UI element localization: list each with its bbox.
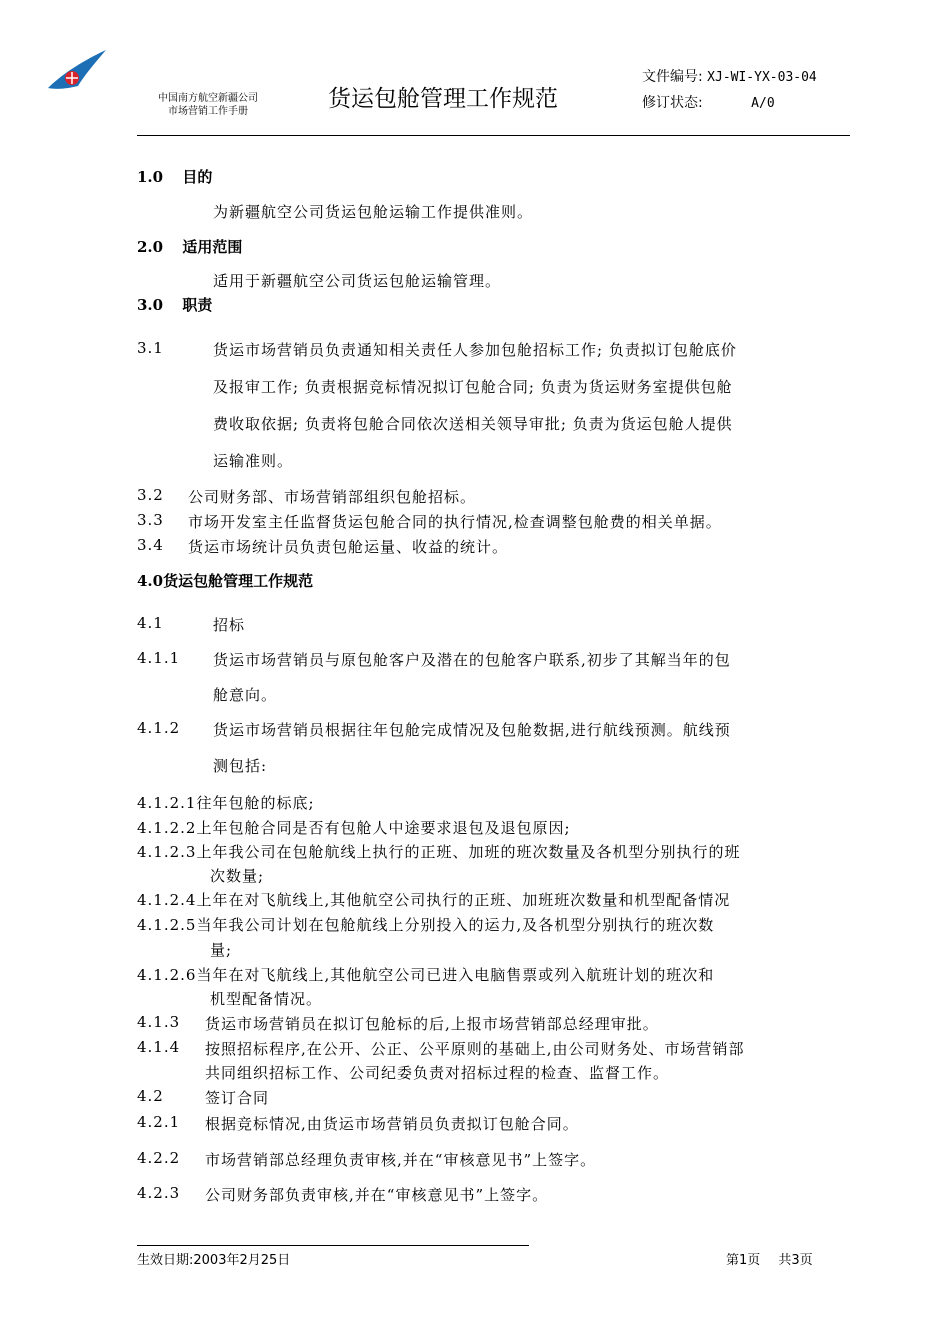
- manual-name: 市场营销工作手册: [168, 106, 248, 117]
- footer-divider: [137, 1245, 529, 1246]
- company-name-block: [138, 92, 278, 118]
- item-3-4-number: 3.4: [137, 536, 164, 554]
- item-4-1-2-2: [137, 817, 571, 838]
- item-3-2-text: 公司财务部、市场营销部组织包舱招标。: [188, 488, 477, 506]
- page-number: 第1页: [726, 1253, 761, 1268]
- item-4-1-4-line-1: 按照招标程序,在公开、公正、公平原则的基础上,由公司财务处、市场营销部: [205, 1040, 745, 1058]
- item-3-1-line-2: 及报审工作; 负责根据竞标情况拟订包舱合同; 负责为货运财务室提供包舱: [213, 378, 733, 396]
- item-4-1-2-2-text: 上年包舱合同是否有包舱人中途要求退包及退包原因;: [196, 819, 571, 837]
- item-4-1-4-line-2: 共同组织招标工作、公司纪委负责对招标过程的检查、监督工作。: [205, 1064, 670, 1082]
- item-4-2-number: 4.2: [137, 1087, 164, 1105]
- section-1-text: 为新疆航空公司货运包舱运输工作提供准则。: [213, 203, 534, 221]
- item-4-1-2-5-line-2: 量;: [210, 941, 233, 959]
- item-3-1-line-3: 费收取依据; 负责将包舱合同依次送相关领导审批; 负责为货运包舱人提供: [213, 415, 733, 433]
- revision-row: [642, 92, 775, 112]
- section-3-title: 职责: [182, 296, 213, 314]
- company-name: 中国南方航空新疆公司: [158, 93, 258, 104]
- item-4-2-3-number: 4.2.3: [137, 1184, 181, 1202]
- section-2-title: 适用范围: [182, 238, 243, 256]
- item-4-1-2-6-line-1: 当年在对飞航线上,其他航空公司已进入电脑售票或列入航班计划的班次和: [196, 966, 715, 984]
- section-1-title: 目的: [182, 168, 213, 186]
- item-4-1-2-line-1: 货运市场营销员根据往年包舱完成情况及包舱数据,进行航线预测。航线预: [213, 721, 731, 739]
- item-4-1-2-1-number: 4.1.2.1: [137, 794, 197, 812]
- item-4-2-3-text: 公司财务部负责审核,并在“审核意见书”上签字。: [205, 1186, 549, 1204]
- item-4-1-2-3-line-1: 上年我公司在包舱航线上执行的正班、加班的班次数量及各机型分别执行的班: [196, 843, 741, 861]
- document-title: 货运包舱管理工作规范: [328, 86, 558, 112]
- item-4-1-2-6: [137, 964, 714, 985]
- item-4-1-2-1-text: 往年包舱的标底;: [196, 794, 315, 812]
- item-4-2-1-text: 根据竞标情况,由货运市场营销员负责拟订包舱合同。: [205, 1115, 579, 1133]
- item-3-3-number: 3.3: [137, 511, 164, 529]
- item-4-1-1-number: 4.1.1: [137, 649, 181, 667]
- item-4-1-2-6-number: 4.1.2.6: [137, 966, 197, 984]
- section-2-number: 2.0: [137, 238, 164, 256]
- item-4-2-text: 签订合同: [205, 1089, 270, 1107]
- item-4-1-3-text: 货运市场营销员在拟订包舱标的后,上报市场营销部总经理审批。: [205, 1015, 659, 1033]
- page-total: 共3页: [778, 1253, 813, 1268]
- item-3-3-text: 市场开发室主任监督货运包舱合同的执行情况,检查调整包舱费的相关单据。: [188, 513, 722, 531]
- item-4-1-2-3-number: 4.1.2.3: [137, 843, 197, 861]
- doc-number-label: 文件编号:: [642, 69, 703, 85]
- doc-number-row: [642, 66, 817, 86]
- revision-label: 修订状态:: [642, 95, 703, 111]
- item-4-1-1-line-2: 舱意向。: [213, 686, 278, 704]
- item-4-1-1-line-1: 货运市场营销员与原包舱客户及潜在的包舱客户联系,初步了其解当年的包: [213, 651, 731, 669]
- company-logo: [40, 48, 110, 98]
- item-4-2-2-number: 4.2.2: [137, 1149, 181, 1167]
- item-4-1-2-6-line-2: 机型配备情况。: [210, 990, 323, 1008]
- item-3-1-line-4: 运输准则。: [213, 452, 294, 470]
- item-4-1-2-5-number: 4.1.2.5: [137, 916, 197, 934]
- item-4-1-2-3: [137, 841, 741, 862]
- item-4-1-2-5: [137, 914, 714, 935]
- item-4-1-2-5-line-1: 当年我公司计划在包舱航线上分别投入的运力,及各机型分别执行的班次数: [196, 916, 715, 934]
- section-3-number: 3.0: [137, 296, 164, 314]
- item-4-1-2-3-line-2: 次数量;: [210, 867, 265, 885]
- item-4-1-number: 4.1: [137, 614, 164, 632]
- effective-date: 生效日期:2003年2月25日: [137, 1253, 291, 1268]
- item-3-1-line-1: 货运市场营销员负责通知相关责任人参加包舱招标工作; 负责拟订包舱底价: [213, 341, 737, 359]
- section-1-number: 1.0: [137, 168, 164, 186]
- item-4-1-2-4-text: 上年在对飞航线上,其他航空公司执行的正班、加班班次数量和机型配备情况: [196, 891, 731, 909]
- section-3-heading: [137, 294, 212, 315]
- item-3-2-number: 3.2: [137, 486, 164, 504]
- item-4-2-1-number: 4.2.1: [137, 1113, 181, 1131]
- item-4-1-text: 招标: [213, 616, 246, 634]
- section-2-text: 适用于新疆航空公司货运包舱运输管理。: [213, 272, 502, 290]
- item-4-2-2-text: 市场营销部总经理负责审核,并在“审核意见书”上签字。: [205, 1151, 597, 1169]
- item-4-1-2-4-number: 4.1.2.4: [137, 891, 197, 909]
- item-3-4-text: 货运市场统计员负责包舱运量、收益的统计。: [188, 538, 509, 556]
- item-4-1-4-number: 4.1.4: [137, 1038, 181, 1056]
- page-info: [726, 1249, 813, 1268]
- doc-number-value: XJ-WI-YX-03-04: [707, 70, 817, 85]
- section-4-heading: 4.0货运包舱管理工作规范: [137, 572, 314, 590]
- section-1-heading: [137, 166, 212, 187]
- item-4-1-2-1: [137, 792, 315, 813]
- header-divider: [137, 135, 850, 136]
- item-3-1-number: 3.1: [137, 339, 164, 357]
- revision-value: A/0: [751, 96, 775, 111]
- item-4-1-2-line-2: 测包括:: [213, 757, 268, 775]
- item-4-1-2-2-number: 4.1.2.2: [137, 819, 197, 837]
- section-2-heading: [137, 236, 242, 257]
- item-4-1-3-number: 4.1.3: [137, 1013, 181, 1031]
- item-4-1-2-4: [137, 889, 730, 910]
- item-4-1-2-number: 4.1.2: [137, 719, 181, 737]
